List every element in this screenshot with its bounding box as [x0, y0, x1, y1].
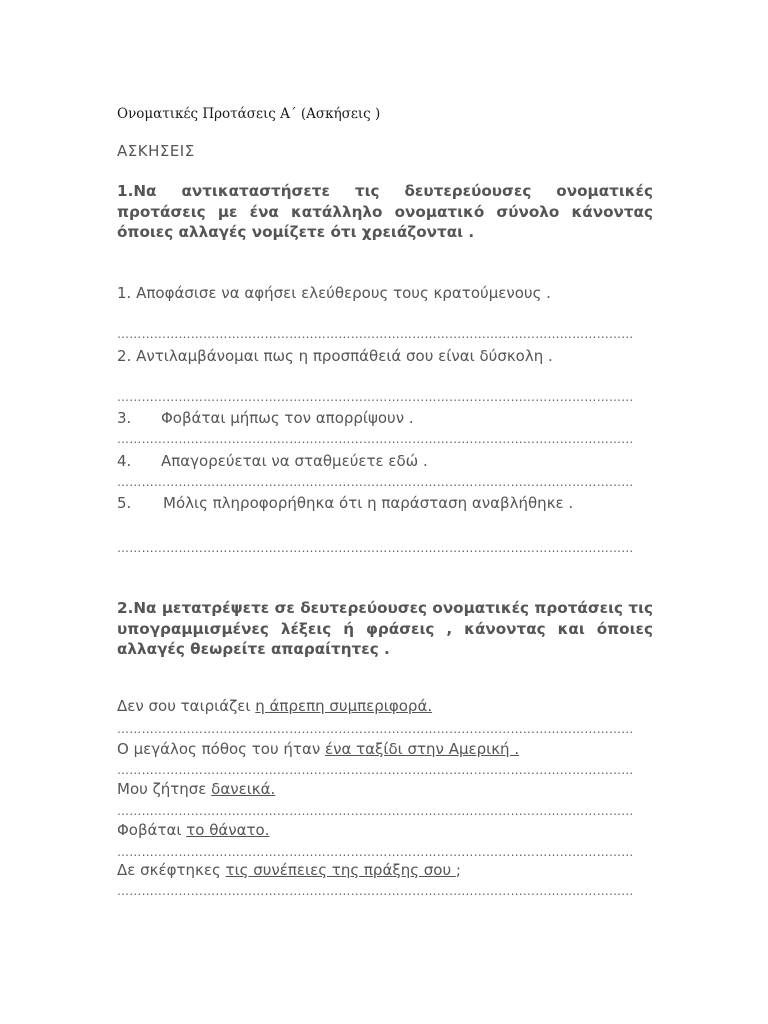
answer-line-2: ………………………………………………………………………………………………………………	[117, 390, 634, 404]
item-number: 2.	[117, 347, 132, 365]
exercise-2-item-3	[117, 779, 653, 800]
underlined-phrase: ένα ταξίδι στην Αμερική .	[324, 740, 520, 758]
exercise-2-item-5	[117, 860, 653, 881]
exercise-1-item-3	[117, 408, 653, 429]
item-number: 4.	[117, 452, 132, 470]
item-text: Αποφάσισε να αφήσει ελεύθερους τους κρατούμενους .	[136, 284, 551, 302]
item-text: Αντιλαμβάνομαι πως η προσπάθειά σου είναι δύσκολη .	[136, 347, 553, 365]
underlined-phrase: το θάνατο.	[186, 821, 270, 839]
exercise-2-item-2	[117, 739, 653, 760]
exercise-2-item-1	[117, 696, 653, 717]
item-text: Φοβάται	[117, 821, 187, 839]
item-text: Απαγορεύεται να σταθμεύετε εδώ .	[161, 452, 428, 470]
item-number: 1.	[117, 284, 132, 302]
answer-line-7: ………………………………………………………………………………………………………………	[117, 763, 634, 777]
exercise-2-item-4	[117, 820, 653, 841]
answer-line-8: ………………………………………………………………………………………………………………	[117, 804, 634, 818]
item-text: Ο μεγάλος πόθος του ήταν	[117, 740, 325, 758]
item-text-end: ;	[455, 861, 461, 879]
item-text: Δε σκέφτηκες	[117, 861, 226, 879]
underlined-phrase: δανεικά.	[211, 780, 276, 798]
exercise-1-instruction: 1.Να αντικαταστήσετε τις δευτερεύουσες ονοματικές προτάσεις με ένα κατάλληλο ονοματικό σύνολο κάνοντας όποιες αλλαγές νομίζετε ότι χρειάζονται .	[117, 182, 653, 241]
answer-line-10: ………………………………………………………………………………………………………………	[117, 884, 634, 898]
item-text: Μου ζήτησε	[117, 780, 212, 798]
item-text: Μόλις πληροφορήθηκα ότι η παράσταση αναβλήθηκε .	[163, 494, 574, 512]
answer-line-1: ………………………………………………………………………………………………………………	[117, 327, 634, 341]
underlined-phrase: τις συνέπειες της πράξης σου	[225, 861, 456, 879]
item-number: 5.	[117, 494, 132, 512]
answer-line-9: ………………………………………………………………………………………………………………	[117, 845, 634, 859]
item-text: Δεν σου ταιριάζει	[117, 697, 256, 715]
answer-line-3: ………………………………………………………………………………………………………………	[117, 432, 634, 446]
answer-line-5: ………………………………………………………………………………………………………………	[117, 541, 634, 555]
exercise-1-item-2	[117, 346, 653, 367]
item-text: Φοβάται μήπως τον απορρίψουν .	[161, 409, 414, 427]
exercise-1-item-5	[117, 493, 653, 514]
section-heading: ΑΣΚΗΣΕΙΣ	[117, 142, 195, 160]
exercise-2-instruction: 2.Να μετατρέψετε σε δευτερεύουσες ονοματικές προτάσεις τις υπογραμμισμένες λέξεις ή φράσεις , κάνοντας και όποιες αλλαγές θεωρείτε απαραίτητες .	[117, 599, 653, 658]
exercise-1-item-1	[117, 283, 653, 304]
exercise-1-item-4	[117, 451, 653, 472]
item-number: 3.	[117, 409, 132, 427]
answer-line-6: ………………………………………………………………………………………………………………	[117, 722, 634, 736]
underlined-phrase: η άπρεπη συμπεριφορά.	[255, 697, 433, 715]
answer-line-4: ………………………………………………………………………………………………………………	[117, 475, 634, 489]
document-title: Ονοματικές Προτάσεις Α΄ (Ασκήσεις )	[117, 106, 381, 122]
